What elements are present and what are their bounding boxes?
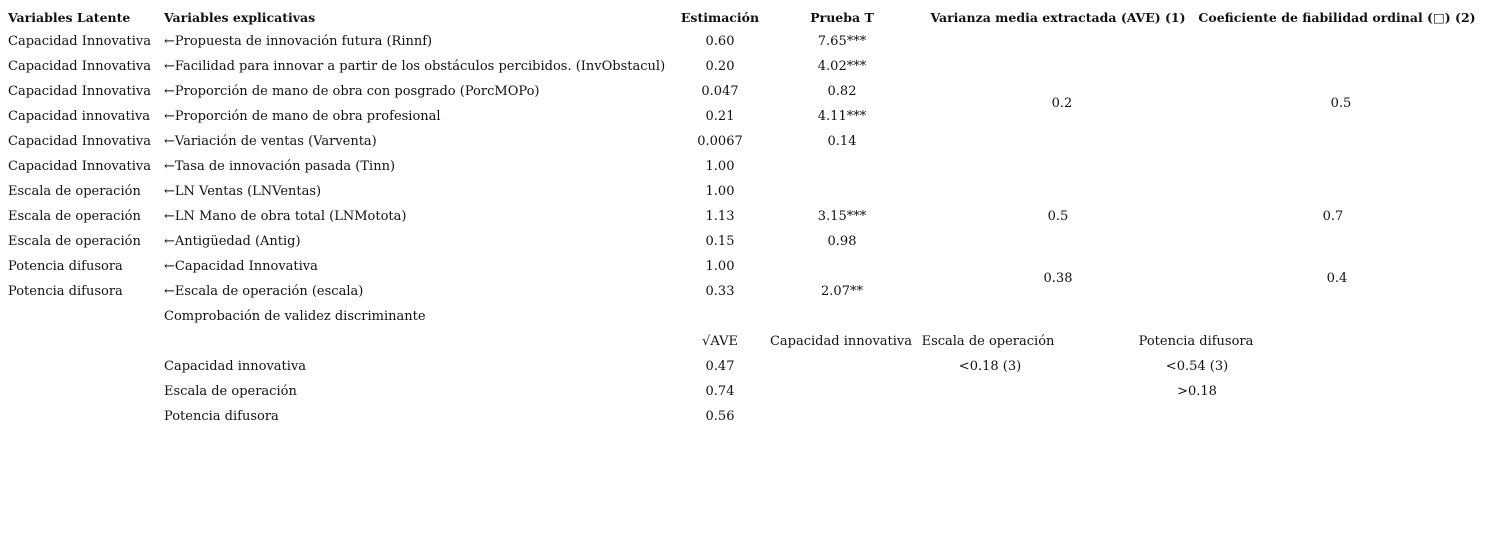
cell-estimacion: 1.00 xyxy=(705,184,735,199)
header-ave: Varianza media extractada (AVE) (1) xyxy=(930,10,1186,25)
cell-prueba-t: 7.65*** xyxy=(817,34,867,49)
cell-explicativa: ←Tasa de innovación pasada (Tinn) xyxy=(164,159,396,174)
cell-estimacion: 0.21 xyxy=(705,109,735,124)
group-ave-capacidad: 0.2 xyxy=(1051,96,1073,111)
group-ave-escala: 0.5 xyxy=(1047,209,1069,224)
header-explicativas: Variables explicativas xyxy=(164,10,316,25)
cell-explicativa: ←Facilidad para innovar a partir de los obstáculos percibidos. (InvObstacul) xyxy=(164,59,666,74)
discriminant-title: Comprobación de validez discriminante xyxy=(164,309,426,324)
discriminant-header-sqrt-ave: √AVE xyxy=(702,334,738,349)
cell-latent: Capacidad Innovativa xyxy=(8,34,152,49)
cell-explicativa: ←LN Mano de obra total (LNMotota) xyxy=(164,209,407,224)
discriminant-row-sqrt-ave: 0.47 xyxy=(705,359,735,374)
cell-prueba-t: 0.82 xyxy=(827,84,857,99)
cell-latent: Capacidad Innovativa xyxy=(8,134,152,149)
discriminant-row-label: Escala de operación xyxy=(164,384,297,399)
header-estimacion: Estimación xyxy=(680,10,760,25)
cell-explicativa: ←Proporción de mano de obra con posgrado (PorcMOPo) xyxy=(164,84,540,99)
cell-prueba-t: 2.07** xyxy=(821,284,863,299)
discriminant-row-potencia: >0.18 xyxy=(1177,384,1217,399)
cell-prueba-t: 4.11*** xyxy=(817,109,867,124)
cell-estimacion: 0.15 xyxy=(705,234,735,249)
cell-estimacion: 0.60 xyxy=(705,34,735,49)
group-fiabilidad-capacidad: 0.5 xyxy=(1330,96,1352,111)
cell-explicativa: ←Capacidad Innovativa xyxy=(164,259,318,274)
group-fiabilidad-potencia: 0.4 xyxy=(1326,271,1348,286)
cell-explicativa: ←Proporción de mano de obra profesional xyxy=(164,109,441,124)
cell-latent: Escala de operación xyxy=(8,234,141,249)
discriminant-header-capacidad: Capacidad innovativa xyxy=(769,334,913,349)
cell-prueba-t: 3.15*** xyxy=(817,209,867,224)
cell-latent: Capacidad Innovativa xyxy=(8,159,152,174)
cell-latent: Capacidad Innovativa xyxy=(8,59,152,74)
discriminant-row-potencia: <0.54 (3) xyxy=(1165,359,1229,374)
cell-estimacion: 0.0067 xyxy=(697,134,743,149)
group-ave-potencia: 0.38 xyxy=(1043,271,1073,286)
discriminant-row-label: Capacidad innovativa xyxy=(164,359,307,374)
cell-estimacion: 1.00 xyxy=(705,159,735,174)
cell-explicativa: ←LN Ventas (LNVentas) xyxy=(164,184,322,199)
group-fiabilidad-escala: 0.7 xyxy=(1322,209,1344,224)
cell-estimacion: 1.13 xyxy=(705,209,735,224)
cell-explicativa: ←Escala de operación (escala) xyxy=(164,284,364,299)
cell-latent: Capacidad innovativa xyxy=(8,109,151,124)
discriminant-row-label: Potencia difusora xyxy=(164,409,279,424)
cell-latent: Potencia difusora xyxy=(8,259,123,274)
cell-explicativa: ←Propuesta de innovación futura (Rinnf) xyxy=(164,34,433,49)
cell-prueba-t: 0.98 xyxy=(827,234,857,249)
cell-estimacion: 0.047 xyxy=(701,84,739,99)
cell-prueba-t: 0.14 xyxy=(827,134,857,149)
discriminant-header-escala: Escala de operación xyxy=(921,334,1055,349)
cell-latent: Potencia difusora xyxy=(8,284,123,299)
cell-latent: Escala de operación xyxy=(8,209,141,224)
cell-latent: Capacidad Innovativa xyxy=(8,84,152,99)
cell-estimacion: 0.20 xyxy=(705,59,735,74)
cell-estimacion: 0.33 xyxy=(705,284,735,299)
cell-explicativa: ←Variación de ventas (Varventa) xyxy=(164,134,377,149)
cell-estimacion: 1.00 xyxy=(705,259,735,274)
header-prueba-t: Prueba T xyxy=(810,10,874,25)
discriminant-row-escala: <0.18 (3) xyxy=(958,359,1022,374)
discriminant-header-potencia: Potencia difusora xyxy=(1138,334,1254,349)
cell-prueba-t: 4.02*** xyxy=(817,59,867,74)
discriminant-row-sqrt-ave: 0.56 xyxy=(705,409,735,424)
cell-latent: Escala de operación xyxy=(8,184,141,199)
header-fiabilidad: Coeficiente de fiabilidad ordinal (□) (2) xyxy=(1198,10,1476,25)
discriminant-row-sqrt-ave: 0.74 xyxy=(705,384,735,399)
cell-explicativa: ←Antigüedad (Antig) xyxy=(164,234,301,249)
header-latent: Variables Latente xyxy=(8,10,131,25)
